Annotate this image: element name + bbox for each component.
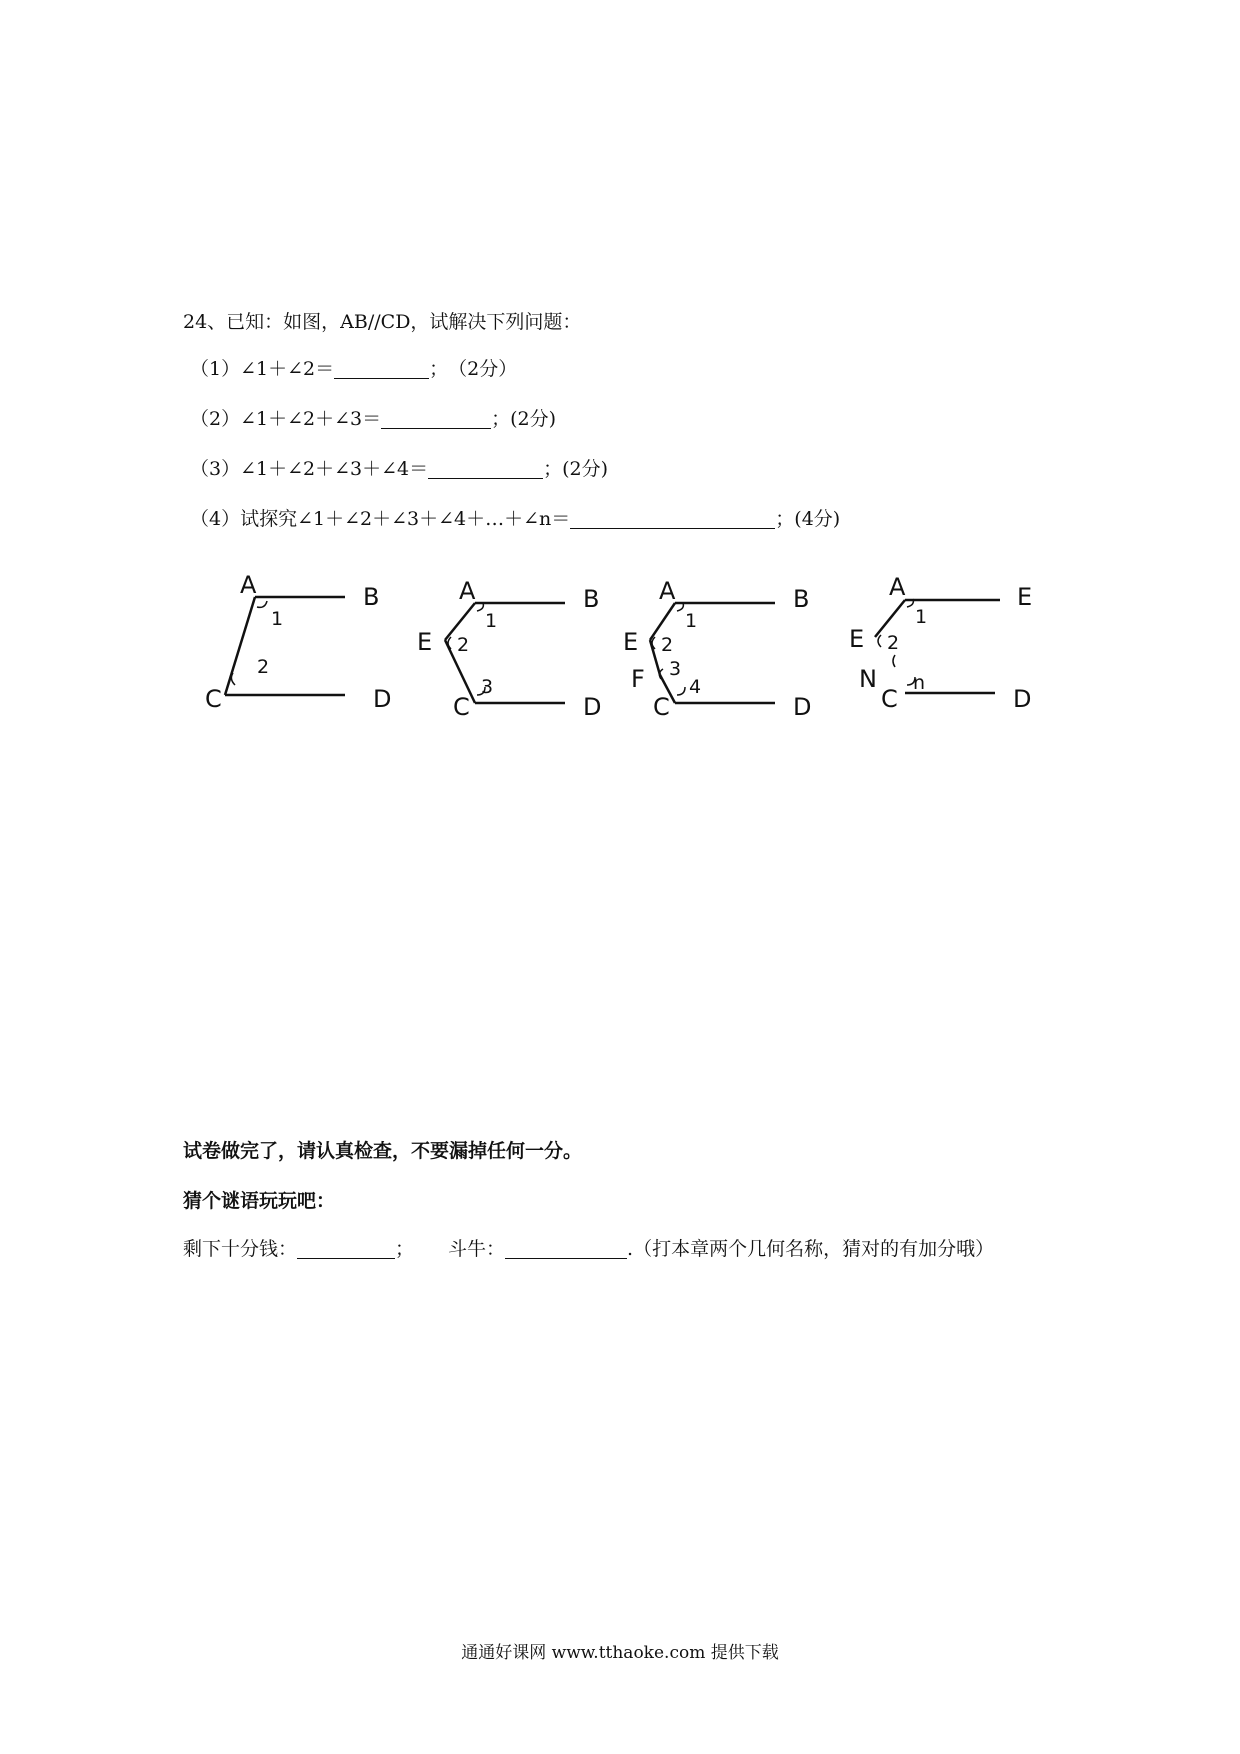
question-stem: 24、已知：如图，AB//CD，试解决下列问题：	[183, 311, 582, 333]
riddle-note: .（打本章两个几何名称，猜对的有加分哦）	[627, 1238, 995, 1260]
fig2-label-d: D	[583, 693, 602, 721]
fig4-angle-n: n	[913, 672, 926, 694]
fig3-label-c: C	[653, 693, 670, 721]
question-part-3	[190, 460, 608, 479]
question-part-2	[190, 410, 556, 429]
part-1-prefix: （1）∠1＋∠2＝	[190, 358, 335, 380]
riddle-1-label: 剩下十分钱：	[183, 1238, 298, 1260]
fig2-angle-1: 1	[485, 610, 498, 632]
part-2-prefix: （2）∠1＋∠2＋∠3＝	[190, 408, 382, 430]
fig4-label-a: A	[889, 573, 906, 601]
part-4-prefix: （4）试探究∠1＋∠2＋∠3＋∠4＋…＋∠n＝	[190, 508, 571, 530]
fig3-label-e: E	[623, 628, 639, 656]
fig1-label-c: C	[205, 685, 222, 713]
question-part-1	[190, 360, 517, 379]
fig3-angle-1: 1	[685, 610, 698, 632]
fig2-angle-3: 3	[481, 676, 494, 698]
fig4-label-b: E	[1017, 583, 1033, 611]
riddle-title: 猜个谜语玩玩吧：	[183, 1190, 336, 1212]
fig1-label-a: A	[240, 571, 257, 599]
page-footer: 通通好课网 www.tthaoke.com 提供下载	[461, 1643, 779, 1663]
fig3-angle-4: 4	[689, 676, 702, 698]
fig4-label-c: C	[881, 685, 898, 713]
answer-blank-3[interactable]	[428, 460, 543, 479]
riddle-1-blank[interactable]	[297, 1240, 395, 1259]
fig2-label-c: C	[453, 693, 470, 721]
fig4-angle-2: 2	[887, 632, 900, 654]
fig3-angle-2: 2	[661, 634, 674, 656]
question-part-4	[190, 510, 840, 529]
fig2-angle-2: 2	[457, 634, 470, 656]
riddle-2-blank[interactable]	[505, 1240, 627, 1259]
fig2-label-a: A	[459, 577, 476, 605]
fig4-angle-1: 1	[915, 606, 928, 628]
part-1-suffix: ； （2分）	[429, 358, 518, 380]
fig4-label-n: N	[859, 665, 877, 693]
fig3-label-a: A	[659, 577, 676, 605]
fig2-label-b: B	[583, 585, 600, 613]
fig1-label-b: B	[363, 583, 380, 611]
fig2-label-e: E	[417, 628, 433, 656]
riddle-separator: ；	[395, 1238, 415, 1260]
part-2-suffix: ；(2分)	[491, 408, 557, 430]
fig1-label-d: D	[373, 685, 392, 713]
part-4-suffix: ；(4分)	[775, 508, 841, 530]
fig3-label-f: F	[631, 665, 645, 693]
fig4-label-d: D	[1013, 685, 1032, 713]
riddle-2-label: 斗牛：	[448, 1238, 506, 1260]
answer-blank-4[interactable]	[570, 510, 775, 529]
fig3-angle-3: 3	[669, 658, 682, 680]
fig4-label-e: E	[849, 625, 865, 653]
fig3-label-b: B	[793, 585, 810, 613]
answer-blank-2[interactable]	[381, 410, 491, 429]
riddle-line	[183, 1240, 994, 1259]
fig1-angle-2: 2	[257, 656, 270, 678]
fig3-label-d: D	[793, 693, 812, 721]
answer-blank-1[interactable]	[334, 360, 429, 379]
closing-reminder: 试卷做完了，请认真检查，不要漏掉任何一分。	[183, 1140, 583, 1162]
part-3-prefix: （3）∠1＋∠2＋∠3＋∠4＝	[190, 458, 429, 480]
figures-svg	[195, 565, 1055, 735]
fig1-angle-1: 1	[271, 608, 284, 630]
part-3-suffix: ；(2分)	[543, 458, 609, 480]
geometry-figures	[195, 565, 1055, 735]
